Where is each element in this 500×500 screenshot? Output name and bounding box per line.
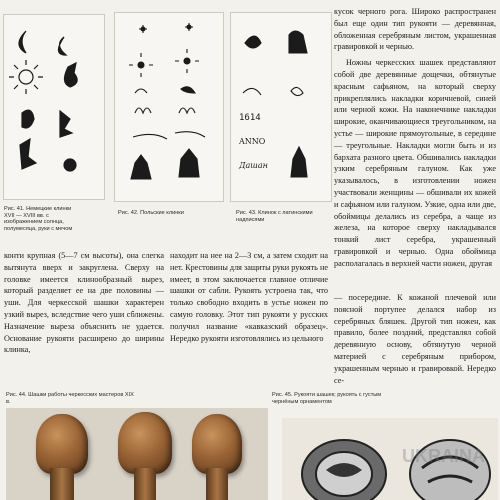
inscription-anno: ANNO: [239, 137, 266, 146]
figure-41-caption: Рис. 41. Немецкие клинки XVII — XVIII вв. с изображением солнца, полумесяца, руки с мечом: [4, 206, 73, 232]
watermark: UKRAINA: [402, 446, 485, 466]
inscription-1614: 1614: [239, 113, 261, 123]
figure-43-blade-illustrations: [231, 13, 331, 201]
text-column-left: [4, 250, 164, 356]
figure-41-plate: [3, 14, 105, 200]
figure-43-plate: [230, 12, 332, 202]
figure-42-caption: Рис. 42. Польские клинки: [118, 210, 184, 216]
figure-44-caption: Рис. 44. Шашки работы черкесских мастеров XIX в.: [6, 392, 134, 405]
hilt-1: [36, 414, 88, 474]
figure-43-caption: Рис. 43. Клинок с латинскими надписями: [236, 210, 313, 223]
text-column-right: [334, 6, 496, 270]
text-column-right-bottom: [334, 292, 496, 386]
figure-42-plate: [114, 12, 224, 202]
paragraph-middle: находит на нее на 2—3 см, а затем сходит на нет. Крестовины для защиты руки рукоять не имеет, в этом заключается главное отличие шашки от сабли. Рукоять устроена так, что только свободно входить в устье ножен по самую головку. Этот тип рукояти у русских получил название «кавказский образец». Нередко рукояти изготовлялись из цельного: [170, 251, 328, 343]
paragraph-left: конти крупная (5—7 см высоты), она слегка вытянута вверх и закруглена. Сверху на головке имеется клинообразный вырез, который разделяет ее на две половины — уши. Для черкесской шашки характерен узкий вырез, вследствие чего уши сближены. Назначение выреза объяснить не удается. Основание рукояти расширено до ширины клинка,: [4, 251, 164, 355]
paragraph-right-bottom: — посередине. К кожаной плечевой или поясной портупее делался набор из серебряных бляшек. Другой тип ножен, как правило, более поздний, представлял собой деревянную основу, обтянутую черной материей с серебряным прибором, украшенным чернью и гравировкой. Нередко се-: [334, 293, 496, 385]
text-column-middle: [170, 250, 328, 344]
figure-44-photo: [6, 408, 268, 500]
hilt-3: [192, 414, 242, 474]
figure-42-blade-illustrations: [115, 13, 223, 201]
inscription-dashan: Дашан: [239, 161, 268, 170]
hilt-2: [118, 412, 172, 474]
figure-41-blade-illustrations: [4, 15, 104, 199]
figure-45-caption: Рис. 45. Рукояти шашек; рукоять с густым чернёным орнаментом: [272, 392, 382, 405]
figure-45-photo: [282, 418, 498, 500]
paragraph-right-2: Ножны черкесских шашек представляют собой две деревянные дощечки, обтянутые красным сафьяном, на который сверху прикреплялись накладки коричневой, синей или черной кожи. На наконечнике накладки широкие, оканчивающиеся треугольником, на устье — широкие прямоугольные, в середине — треугольные. Накладки могли быть и из бархата разного цвета. Обшивались накладки узким серебряным галуном. Как уже указывалось, в изготовлении ножен участвовали женщины — обшивали их кожей и сафьяном или галуном. Узкие, одна или две, обоймицы делались из серебра, а чаще из железа, на которое сверху накладывался тонкий лист серебра, украшенный гравировкой и чернью. Одна обоймица располагалась в верхней части ножен, другая: [334, 58, 496, 268]
paragraph-right-top: кусок черного рога. Широко распространен был еще один тип рукояти — деревянная, обложенная серебряным листом, украшенная гравировкой и чернью.: [334, 7, 496, 52]
